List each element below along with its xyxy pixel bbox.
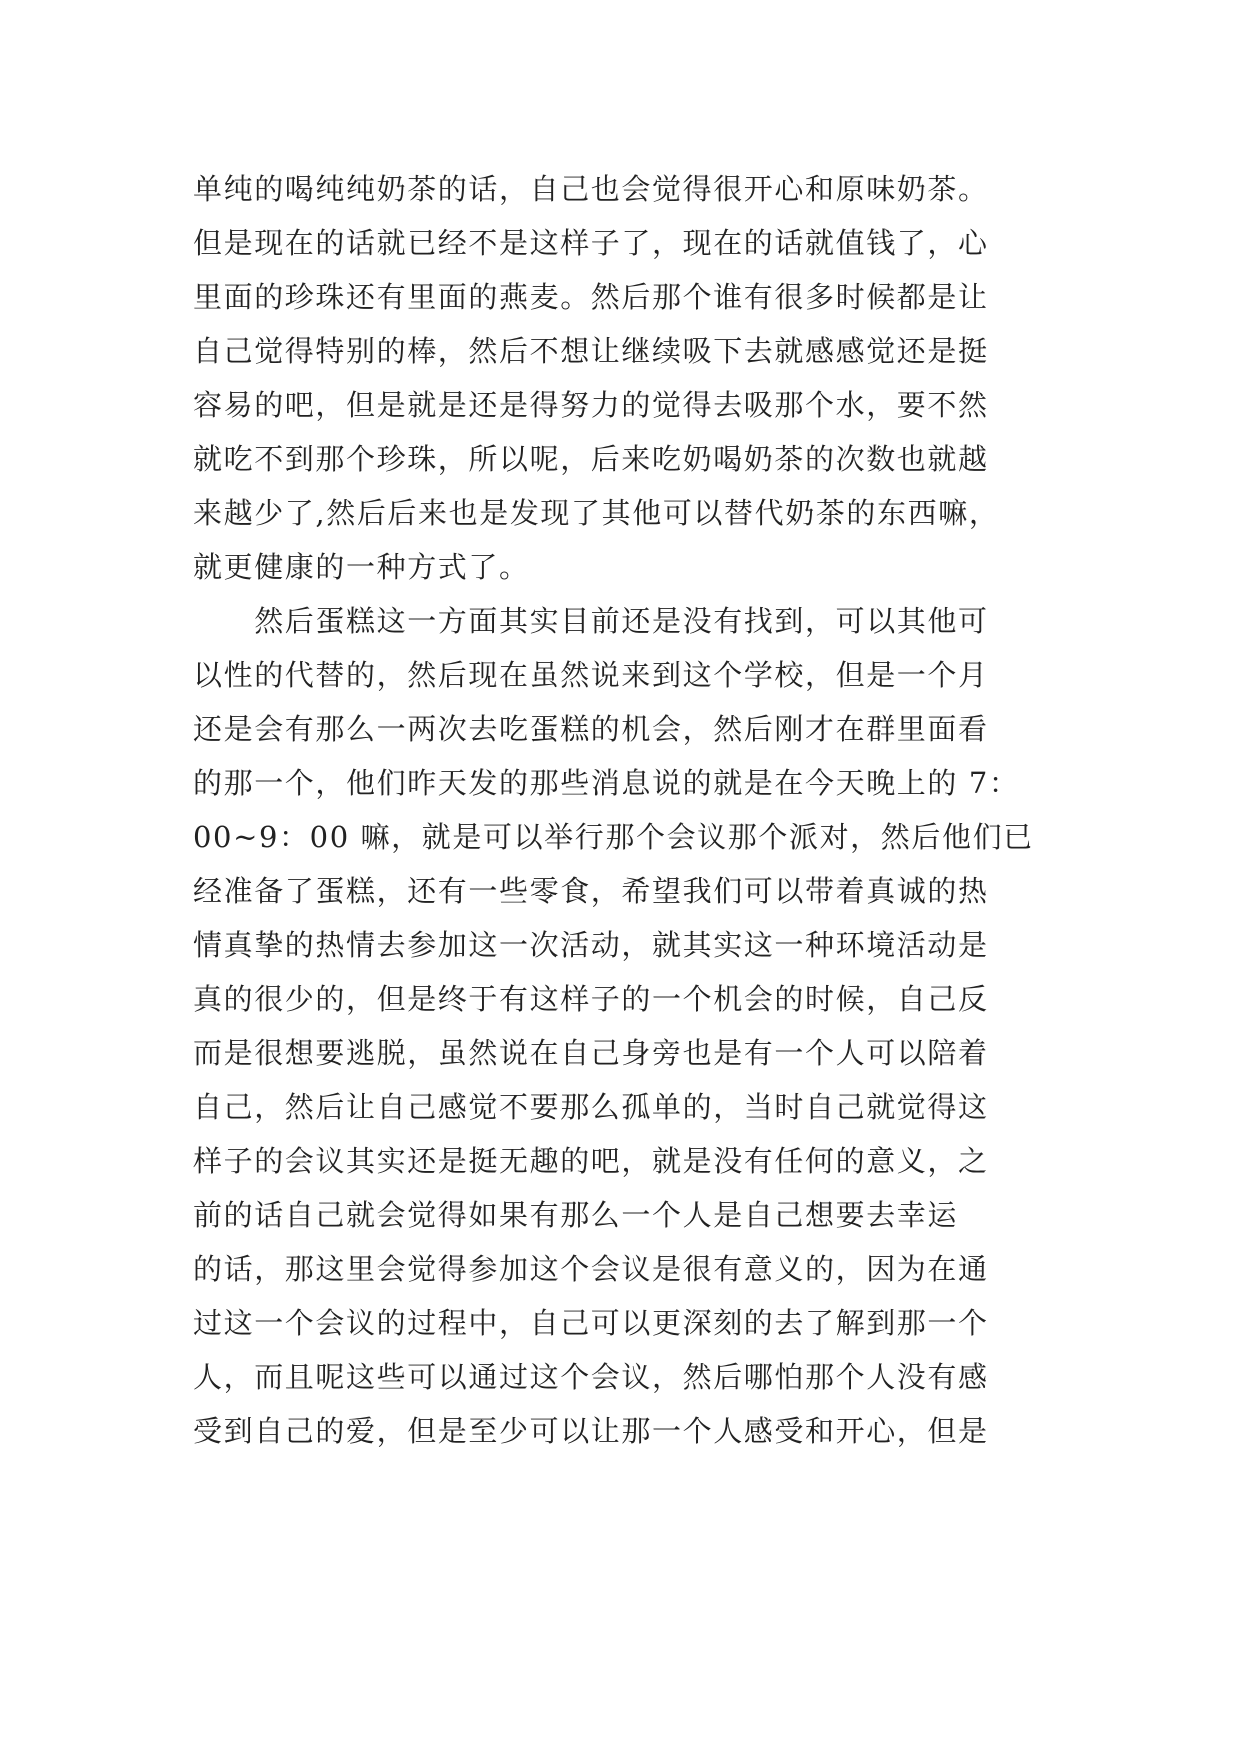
text-line: 前的话自己就会觉得如果有那么一个人是自己想要去幸运: [193, 1198, 959, 1232]
text-line: 就吃不到那个珍珠，所以呢，后来吃奶喝奶茶的次数也就越: [193, 442, 989, 476]
text-line: 情真挚的热情去参加这一次活动，就其实这一种环境活动是: [193, 928, 989, 962]
text-line: 的那一个，他们昨天发的那些消息说的就是在今天晚上的 7：: [193, 766, 1020, 800]
body-text: [193, 162, 1053, 1458]
text-line: 经准备了蛋糕，还有一些零食，希望我们可以带着真诚的热: [193, 874, 989, 908]
text-line: 然后蛋糕这一方面其实目前还是没有找到，可以其他可: [193, 604, 989, 638]
text-line: 而是很想要逃脱，虽然说在自己身旁也是有一个人可以陪着: [193, 1036, 989, 1070]
text-line: 单纯的喝纯纯奶茶的话，自己也会觉得很开心和原味奶茶。: [193, 172, 989, 206]
text-line: 过这一个会议的过程中，自己可以更深刻的去了解到那一个: [193, 1306, 989, 1340]
text-line: 以性的代替的，然后现在虽然说来到这个学校，但是一个月: [193, 658, 989, 692]
text-line: 还是会有那么一两次去吃蛋糕的机会，然后刚才在群里面看: [193, 712, 989, 746]
text-line: 受到自己的爱，但是至少可以让那一个人感受和开心，但是: [193, 1414, 989, 1448]
text-line: 里面的珍珠还有里面的燕麦。然后那个谁有很多时候都是让: [193, 280, 989, 314]
text-line: 00~9：00 嘛，就是可以举行那个会议那个派对，然后他们已: [193, 820, 1034, 854]
text-line: 但是现在的话就已经不是这样子了，现在的话就值钱了，心: [193, 226, 989, 260]
text-line: 容易的吧，但是就是还是得努力的觉得去吸那个水，要不然: [193, 388, 989, 422]
text-line: 就更健康的一种方式了。: [193, 550, 530, 584]
text-line: 人，而且呢这些可以通过这个会议，然后哪怕那个人没有感: [193, 1360, 989, 1394]
text-line: 自己，然后让自己感觉不要那么孤单的，当时自己就觉得这: [193, 1090, 989, 1124]
text-line: 来越少了,然后后来也是发现了其他可以替代奶茶的东西嘛，: [193, 496, 1000, 530]
text-line: 样子的会议其实还是挺无趣的吧，就是没有任何的意义，之: [193, 1144, 989, 1178]
text-line: 的话，那这里会觉得参加这个会议是很有意义的，因为在通: [193, 1252, 989, 1286]
text-line: 真的很少的，但是终于有这样子的一个机会的时候，自己反: [193, 982, 989, 1016]
text-line: 自己觉得特别的棒，然后不想让继续吸下去就感感觉还是挺: [193, 334, 989, 368]
